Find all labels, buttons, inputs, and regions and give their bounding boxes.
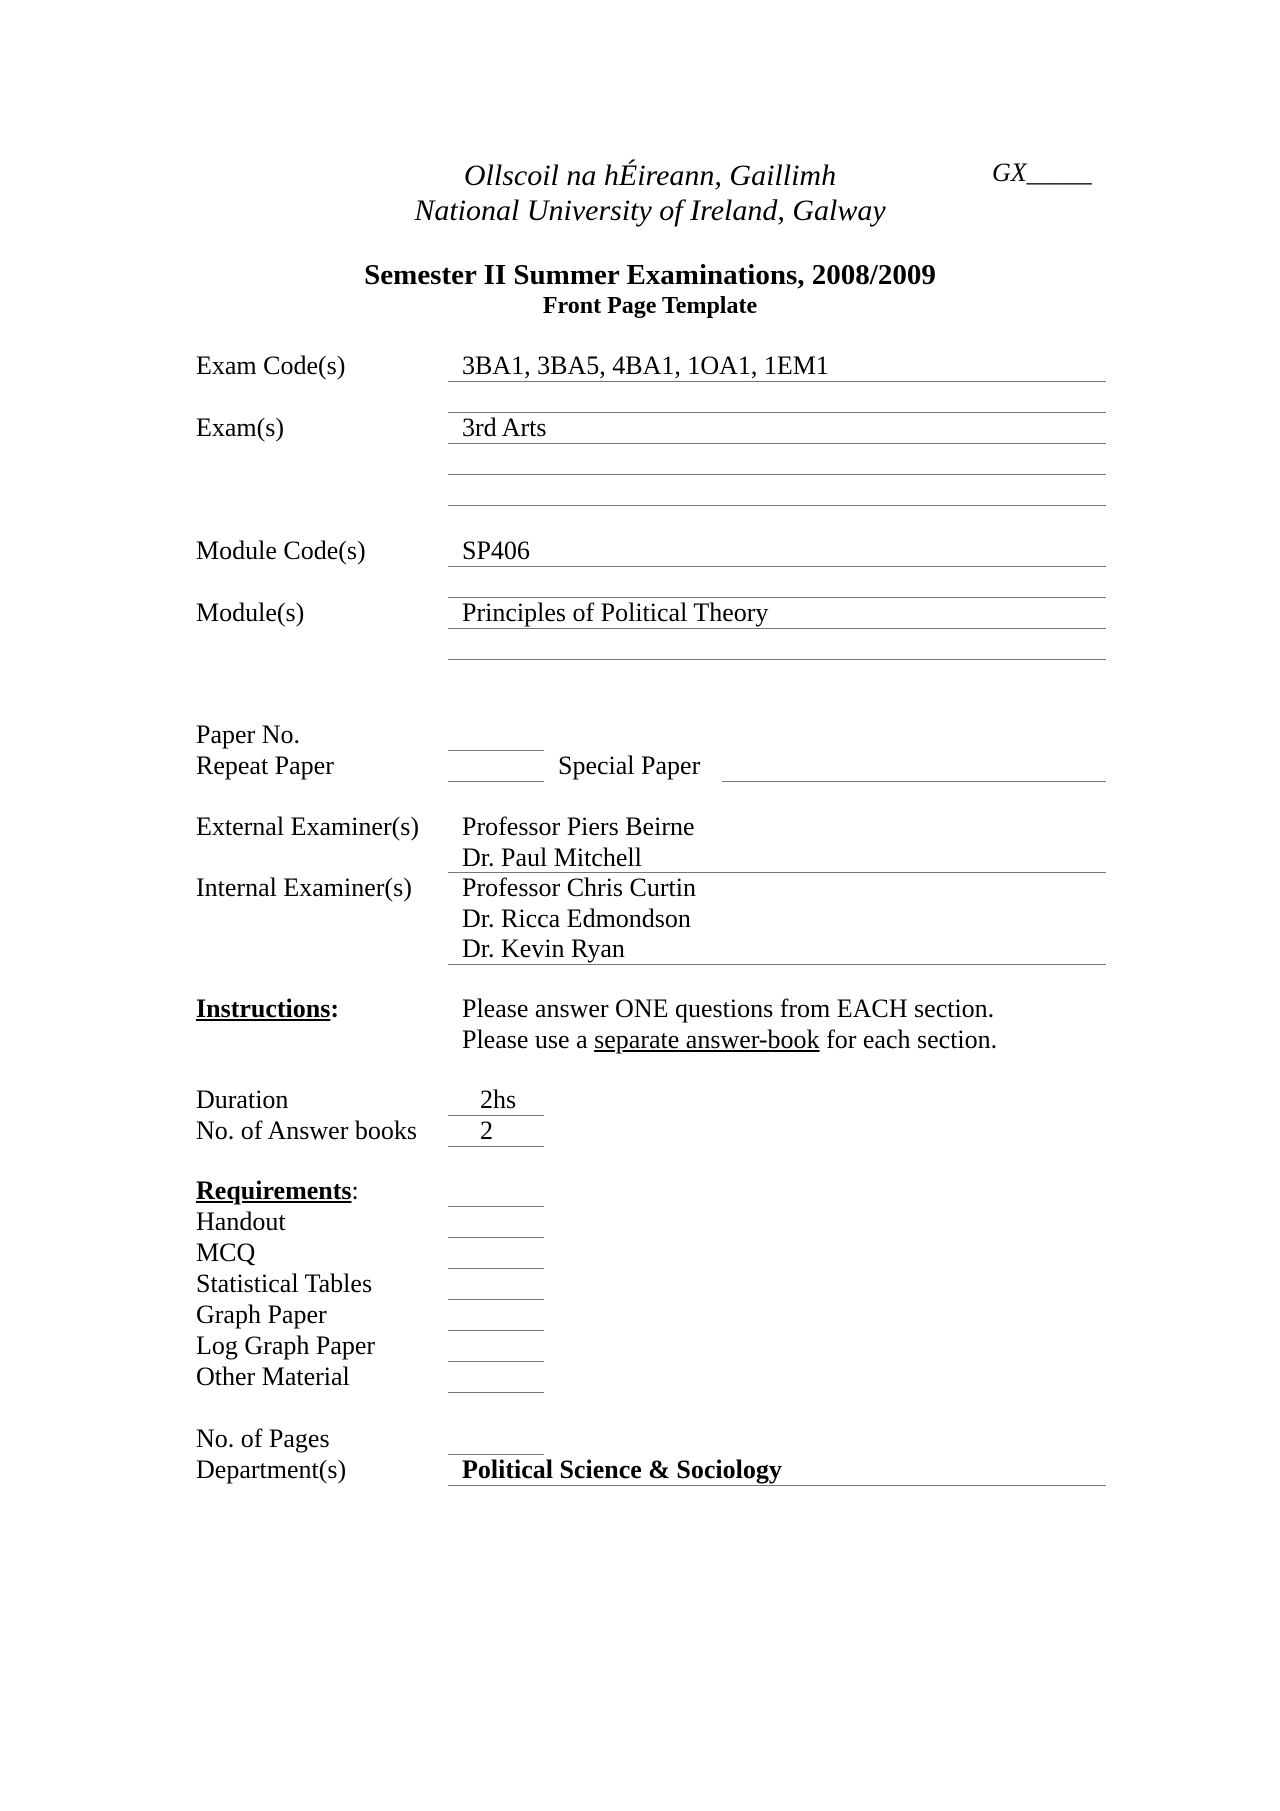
department-value: Political Science & Sociology <box>462 1455 782 1484</box>
requirement-item: Log Graph Paper <box>196 1331 376 1360</box>
answer-books-line <box>448 1146 544 1147</box>
modules-label: Module(s) <box>196 598 305 627</box>
repeat-paper-label: Repeat Paper <box>196 751 334 780</box>
internal-examiner: Dr. Kevin Ryan <box>462 934 625 963</box>
duration-value: 2hs <box>480 1085 517 1114</box>
requirements-label <box>196 1175 359 1206</box>
requirement-line <box>448 1268 544 1269</box>
internal-examiner: Professor Chris Curtin <box>462 873 696 902</box>
internal-examiners-label: Internal Examiner(s) <box>196 873 412 902</box>
gx-code-field: GX_____ <box>992 158 1092 187</box>
instructions-line-2 <box>462 1024 997 1055</box>
modules-value: Principles of Political Theory <box>462 598 769 627</box>
requirement-line <box>448 1237 544 1238</box>
instructions-label-colon: : <box>330 994 340 1023</box>
requirement-line <box>448 1299 544 1300</box>
answer-books-value: 2 <box>480 1116 493 1145</box>
requirements-label-text: Requirements <box>196 1176 352 1205</box>
duration-label: Duration <box>196 1085 289 1114</box>
internal-examiner: Dr. Ricca Edmondson <box>462 904 691 933</box>
university-name-irish: Ollscoil na hÉireann, Gaillimh <box>463 159 837 192</box>
requirement-item: Graph Paper <box>196 1300 327 1329</box>
requirement-item: Other Material <box>196 1362 350 1391</box>
special-paper-line <box>722 781 1106 782</box>
module-codes-value: SP406 <box>462 536 530 565</box>
separate-answer-book-text: separate answer-book <box>594 1025 820 1054</box>
department-line <box>448 1485 1106 1486</box>
exams-line-2 <box>448 474 1106 475</box>
module-codes-line <box>448 566 1106 567</box>
modules-line-2 <box>448 659 1106 660</box>
answer-books-label: No. of Answer books <box>196 1116 417 1145</box>
exam-codes-value: 3BA1, 3BA5, 4BA1, 1OA1, 1EM1 <box>462 351 829 380</box>
requirement-item: Handout <box>196 1207 286 1236</box>
requirements-label-colon: : <box>351 1176 359 1205</box>
paper-no-label: Paper No. <box>196 720 300 749</box>
exams-line <box>448 443 1106 444</box>
special-paper-label: Special Paper <box>558 751 701 780</box>
requirement-line <box>448 1392 544 1393</box>
exam-title: Semester II Summer Examinations, 2008/2009 <box>364 259 936 291</box>
modules-line <box>448 628 1106 629</box>
repeat-paper-line <box>448 781 544 782</box>
exams-value: 3rd Arts <box>462 413 547 442</box>
instructions-line-2-suffix: for each section. <box>819 1025 998 1054</box>
university-name-english: National University of Ireland, Galway <box>414 194 886 227</box>
instructions-label <box>196 993 339 1024</box>
external-examiner: Professor Piers Beirne <box>462 812 695 841</box>
template-subtitle: Front Page Template <box>542 293 758 319</box>
external-examiner: Dr. Paul Mitchell <box>462 843 642 872</box>
exam-codes-label: Exam Code(s) <box>196 351 346 380</box>
exam-codes-line-2 <box>448 412 1106 413</box>
exam-codes-line <box>448 381 1106 382</box>
module-codes-label: Module Code(s) <box>196 536 366 565</box>
requirement-line <box>448 1330 544 1331</box>
external-examiners-label: External Examiner(s) <box>196 812 420 841</box>
requirement-item: MCQ <box>196 1238 256 1267</box>
instructions-line-2-prefix: Please use a <box>462 1025 595 1054</box>
paper-no-line <box>448 750 544 751</box>
requirements-line <box>448 1206 544 1207</box>
instructions-line-1: Please answer ONE questions from EACH section. <box>462 994 995 1023</box>
duration-line <box>448 1115 544 1116</box>
exams-label: Exam(s) <box>196 413 285 442</box>
exams-line-3 <box>448 505 1106 506</box>
requirement-item: Statistical Tables <box>196 1269 373 1298</box>
requirement-line <box>448 1361 544 1362</box>
department-label: Department(s) <box>196 1455 347 1484</box>
instructions-label-text: Instructions <box>196 994 331 1023</box>
pages-label: No. of Pages <box>196 1424 330 1453</box>
internal-examiners-line <box>448 964 1106 965</box>
